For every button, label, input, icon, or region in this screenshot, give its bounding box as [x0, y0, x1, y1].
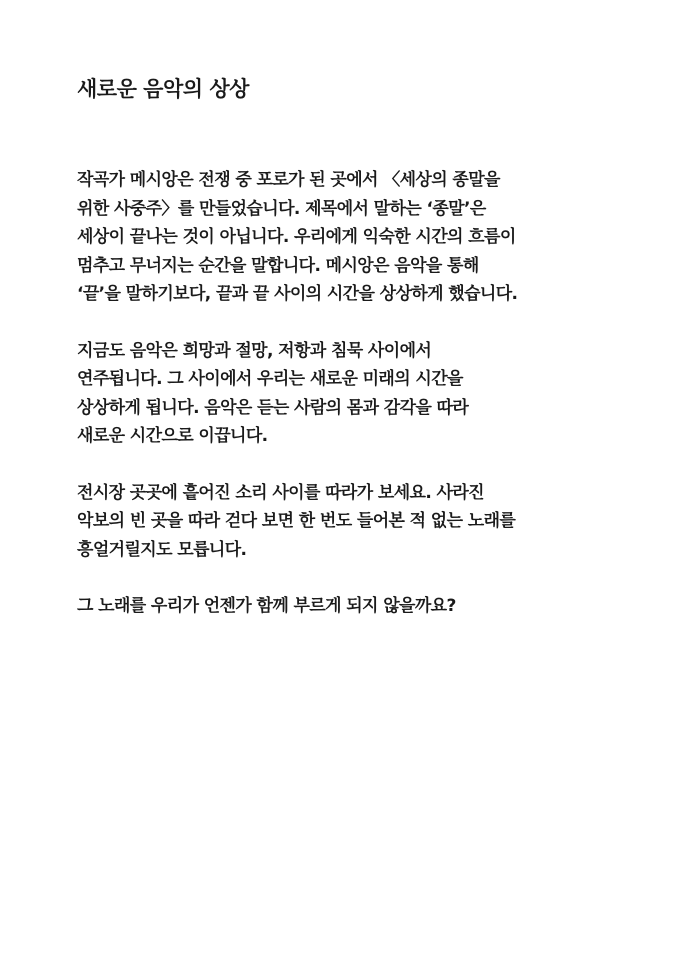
text-line: 멈추고 무너지는 순간을 말합니다. 메시앙은 음악을 통해 — [77, 255, 479, 276]
text-line: 악보의 빈 곳을 따라 걷다 보면 한 번도 들어본 적 없는 노래를 — [77, 511, 516, 531]
text-line: 그 노래를 우리가 언젠가 함께 부르게 되지 않을까요? — [77, 596, 456, 616]
text-line: 작곡가 메시앙은 전쟁 중 포로가 된 곳에서 〈세상의 종말을 — [77, 170, 500, 190]
page-title: 새로운 음악의 상상 — [77, 77, 249, 101]
paragraph-3 — [77, 479, 637, 565]
text-line: 흥얼거릴지도 모릅니다. — [77, 539, 247, 560]
document-page — [77, 74, 637, 649]
text-line: 전시장 곳곳에 흩어진 소리 사이를 따라가 보세요. 사라진 — [77, 482, 484, 503]
text-line: 세상이 끝나는 것이 아닙니다. 우리에게 익숙한 시간의 흐름이 — [77, 227, 516, 247]
text-line: ‘끝’을 말하기보다, 끝과 끝 사이의 시간을 상상하게 했습니다. — [77, 284, 518, 304]
text-line: 연주됩니다. 그 사이에서 우리는 새로운 미래의 시간을 — [77, 369, 463, 389]
paragraph-4 — [77, 592, 637, 621]
text-line: 위한 사중주〉를 만들었습니다. 제목에서 말하는 ‘종말’은 — [77, 198, 486, 219]
paragraph-2 — [77, 337, 637, 451]
text-line: 지금도 음악은 희망과 절망, 저항과 침묵 사이에서 — [77, 340, 432, 361]
paragraph-1 — [77, 166, 637, 309]
body-text — [77, 166, 637, 621]
text-line: 상상하게 됩니다. 음악은 듣는 사람의 몸과 감각을 따라 — [77, 397, 469, 418]
text-line: 새로운 시간으로 이끕니다. — [77, 426, 268, 446]
